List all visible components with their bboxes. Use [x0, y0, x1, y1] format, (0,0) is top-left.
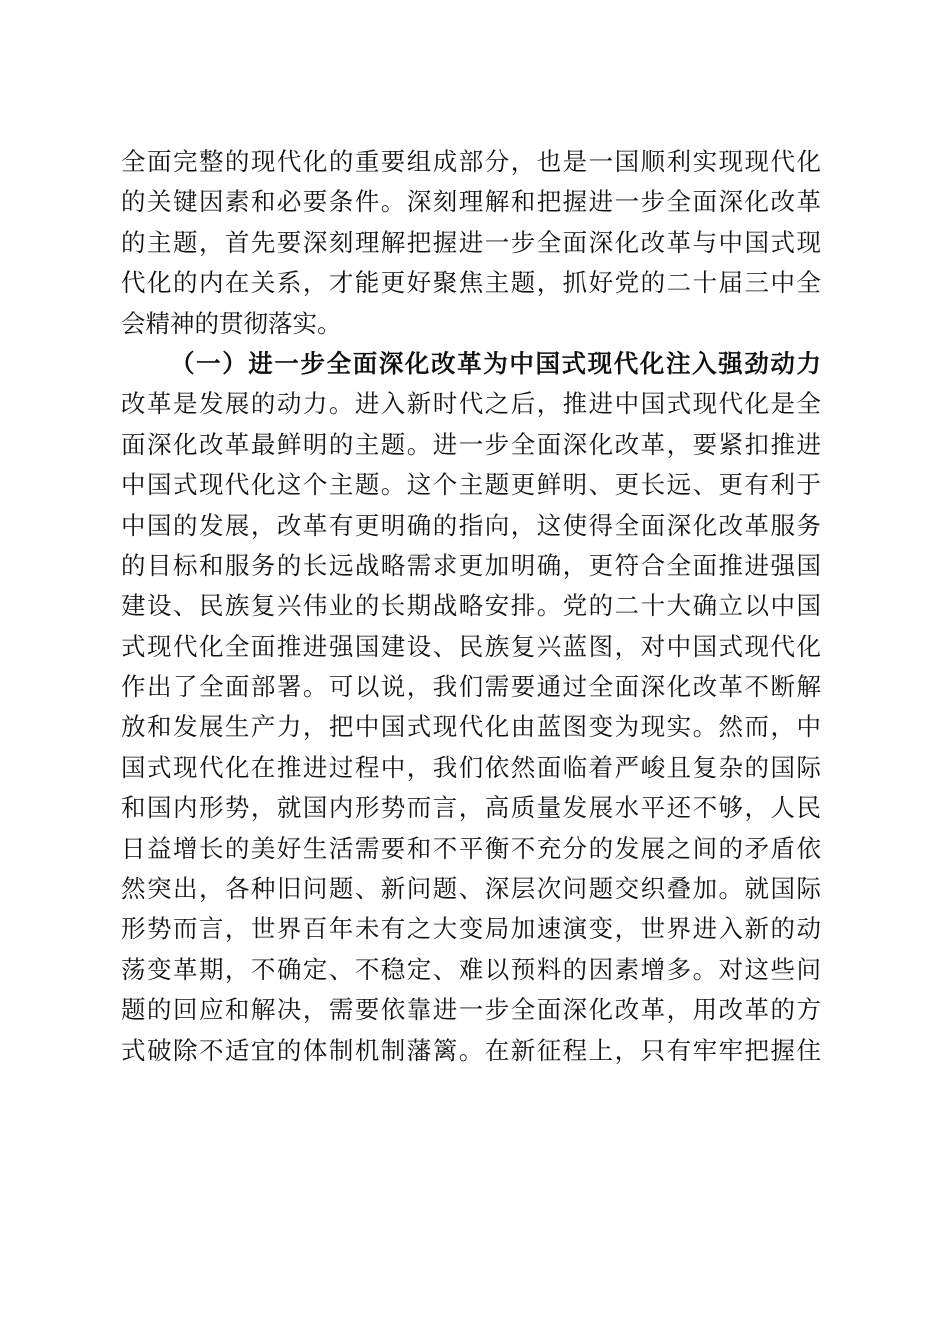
text-line: 全面完整的现代化的重要组成部分，也是一国顺利实现现代化	[121, 147, 821, 176]
text-line: 式破除不适宜的体制机制藩篱。在新征程上，只有牢牢把握住	[121, 1035, 821, 1065]
text-line: 放和发展生产力，把中国式现代化由蓝图变为现实。然而，中	[121, 712, 821, 742]
body-text	[121, 142, 821, 1071]
text-line: 作出了全面部署。可以说，我们需要通过全面深化改革不断解	[121, 672, 821, 702]
section-heading: （一）进一步全面深化改革为中国式现代化注入强劲动力	[170, 348, 821, 378]
text-line: 中国的发展，改革有更明确的指向，这使得全面深化改革服务	[121, 510, 821, 540]
text-line: 题的回应和解决，需要依靠进一步全面深化改革，用改革的方	[121, 995, 821, 1025]
text-line: 中国式现代化这个主题。这个主题更鲜明、更长远、更有利于	[121, 470, 821, 500]
text-line: 国式现代化在推进过程中，我们依然面临着严峻且复杂的国际	[121, 752, 821, 782]
text-line: 日益增长的美好生活需要和不平衡不充分的发展之间的矛盾依	[121, 833, 821, 863]
text-line: 会精神的贯彻落实。	[121, 308, 342, 338]
text-line: 和国内形势，就国内形势而言，高质量发展水平还不够，人民	[121, 793, 821, 823]
text-line: 的主题，首先要深刻理解把握进一步全面深化改革与中国式现	[121, 227, 821, 257]
text-line: 然突出，各种旧问题、新问题、深层次问题交织叠加。就国际	[121, 874, 821, 904]
text-line: 的目标和服务的长远战略需求更加明确，更符合全面推进强国	[121, 550, 821, 580]
text-line: 式现代化全面推进强国建设、民族复兴蓝图，对中国式现代化	[121, 631, 821, 661]
text-line: 面深化改革最鲜明的主题。进一步全面深化改革，要紧扣推进	[121, 429, 821, 459]
text-line: 建设、民族复兴伟业的长期战略安排。党的二十大确立以中国	[121, 591, 821, 621]
text-line: 改革是发展的动力。进入新时代之后，推进中国式现代化是全	[121, 389, 821, 419]
text-line: 荡变革期，不确定、不稳定、难以预料的因素增多。对这些问	[121, 954, 821, 984]
text-line: 代化的内在关系，才能更好聚焦主题，抓好党的二十届三中全	[121, 268, 821, 298]
text-line: 形势而言，世界百年未有之大变局加速演变，世界进入新的动	[121, 914, 821, 944]
text-line: 的关键因素和必要条件。深刻理解和把握进一步全面深化改革	[121, 187, 821, 217]
